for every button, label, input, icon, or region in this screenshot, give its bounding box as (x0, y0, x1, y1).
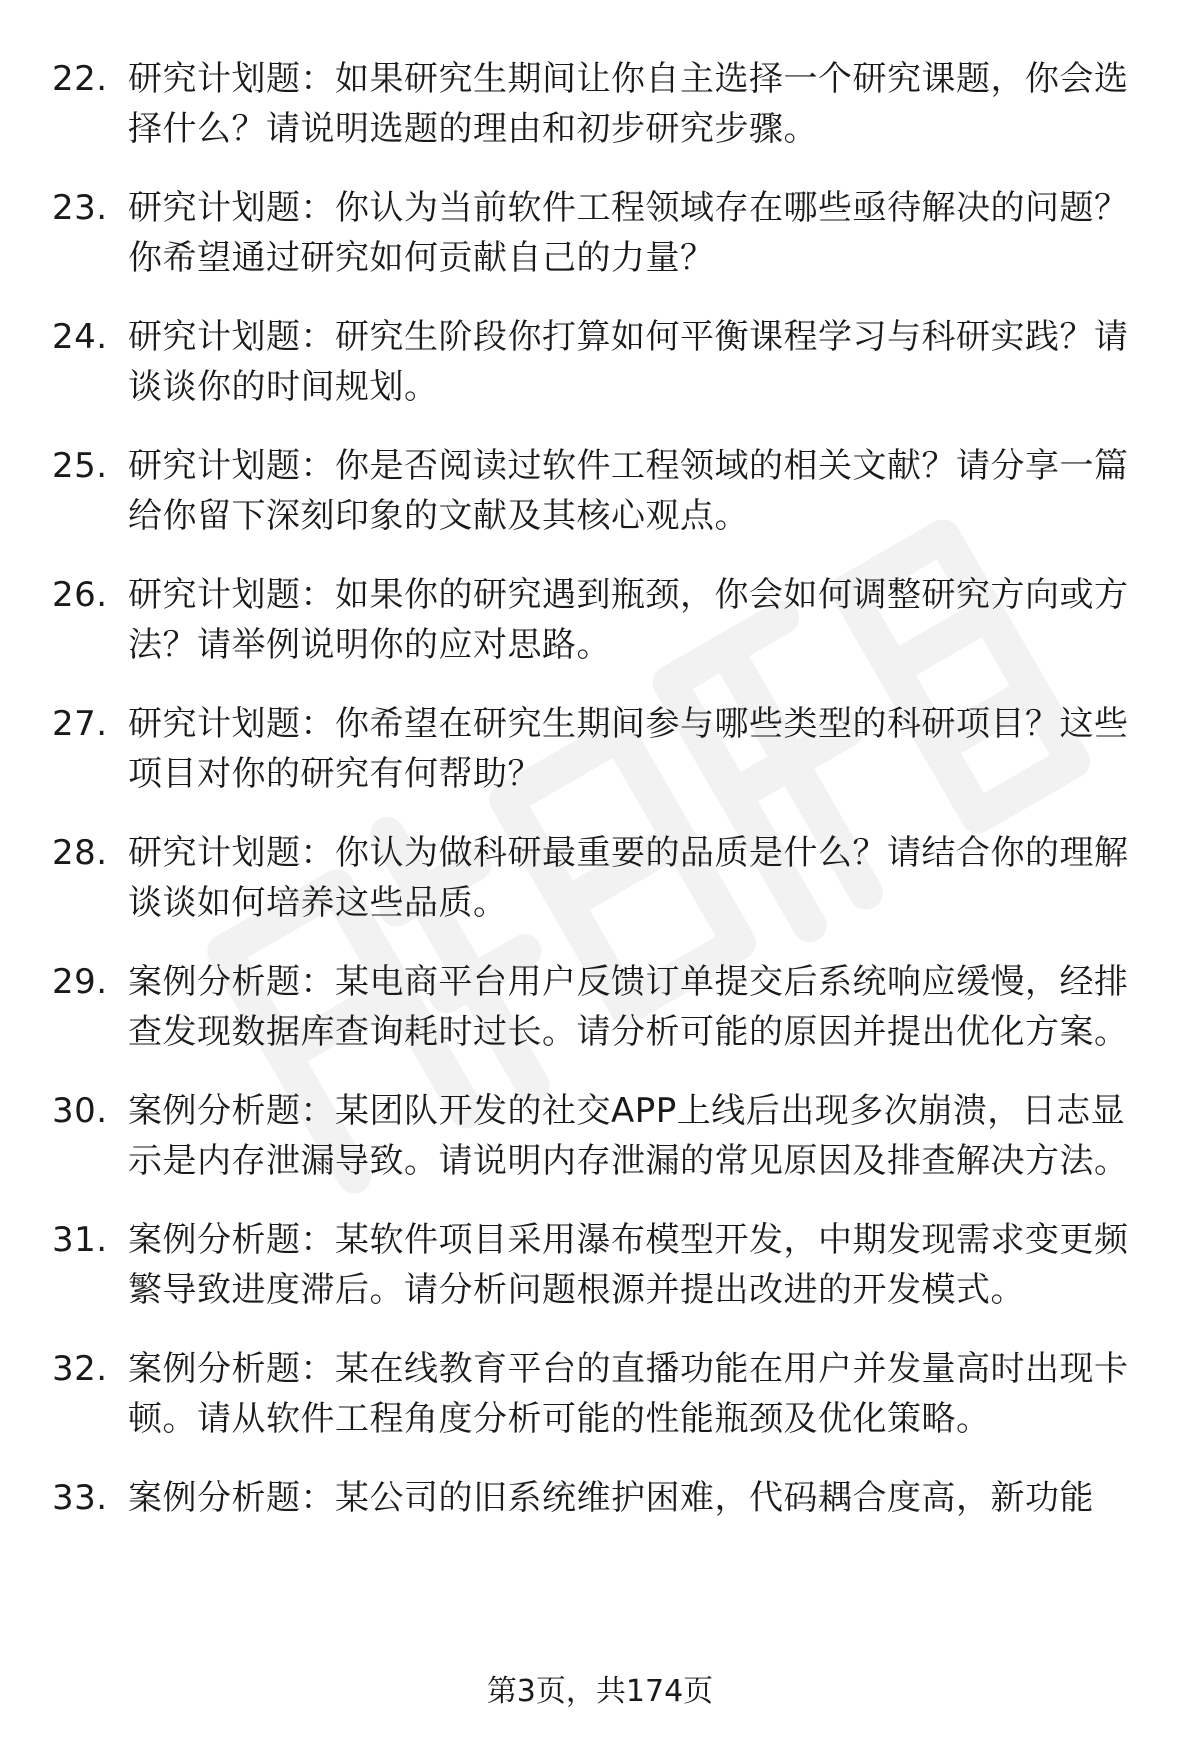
question-number: 26. (52, 575, 108, 615)
question-text: 研究计划题：你希望在研究生期间参与哪些类型的科研项目？这些项目对你的研究有何帮助？ (128, 704, 1129, 794)
question-text: 案例分析题：某软件项目采用瀑布模型开发，中期发现需求变更频繁导致进度滞后。请分析问题根源并提出改进的开发模式。 (128, 1220, 1129, 1310)
question-item (52, 828, 1152, 928)
question-number: 33. (52, 1478, 108, 1518)
question-number: 29. (52, 962, 108, 1002)
question-number: 28. (52, 833, 108, 873)
question-item (52, 957, 1152, 1057)
question-number: 27. (52, 704, 108, 744)
question-text: 研究计划题：研究生阶段你打算如何平衡课程学习与科研实践？请谈谈你的时间规划。 (128, 317, 1129, 407)
question-item (52, 441, 1152, 541)
question-number: 25. (52, 446, 108, 486)
page-footer: 第3页，共174页 (486, 1674, 714, 1709)
question-item (52, 54, 1152, 154)
question-number: 22. (52, 59, 108, 99)
question-text: 研究计划题：你是否阅读过软件工程领域的相关文献？请分享一篇给你留下深刻印象的文献及其核心观点。 (128, 446, 1129, 536)
question-item (52, 699, 1152, 799)
question-item (52, 1086, 1152, 1186)
question-text: 研究计划题：如果研究生期间让你自主选择一个研究课题，你会选择什么？请说明选题的理由和初步研究步骤。 (128, 59, 1129, 149)
question-item (52, 312, 1152, 412)
question-number: 32. (52, 1349, 108, 1389)
question-item (52, 1215, 1152, 1315)
question-text: 研究计划题：如果你的研究遇到瓶颈，你会如何调整研究方向或方法？请举例说明你的应对思路。 (128, 575, 1129, 665)
question-item (52, 1473, 1152, 1523)
question-number: 24. (52, 317, 108, 357)
question-text: 研究计划题：你认为做科研最重要的品质是什么？请结合你的理解谈谈如何培养这些品质。 (128, 833, 1129, 923)
question-item (52, 1344, 1152, 1444)
question-text: 案例分析题：某电商平台用户反馈订单提交后系统响应缓慢，经排查发现数据库查询耗时过长。请分析可能的原因并提出优化方案。 (128, 962, 1129, 1052)
question-item (52, 570, 1152, 670)
question-number: 31. (52, 1220, 108, 1260)
question-text: 案例分析题：某在线教育平台的直播功能在用户并发量高时出现卡顿。请从软件工程角度分析可能的性能瓶颈及优化策略。 (128, 1349, 1129, 1439)
question-text: 案例分析题：某公司的旧系统维护困难，代码耦合度高，新功能 (128, 1478, 1094, 1518)
question-number: 30. (52, 1091, 108, 1131)
question-text: 案例分析题：某团队开发的社交APP上线后出现多次崩溃，日志显示是内存泄漏导致。请说明内存泄漏的常见原因及排查解决方法。 (128, 1091, 1129, 1181)
question-number: 23. (52, 188, 108, 228)
question-list (52, 54, 1152, 1552)
question-item (52, 183, 1152, 283)
question-text: 研究计划题：你认为当前软件工程领域存在哪些亟待解决的问题？你希望通过研究如何贡献自己的力量？ (128, 188, 1129, 278)
